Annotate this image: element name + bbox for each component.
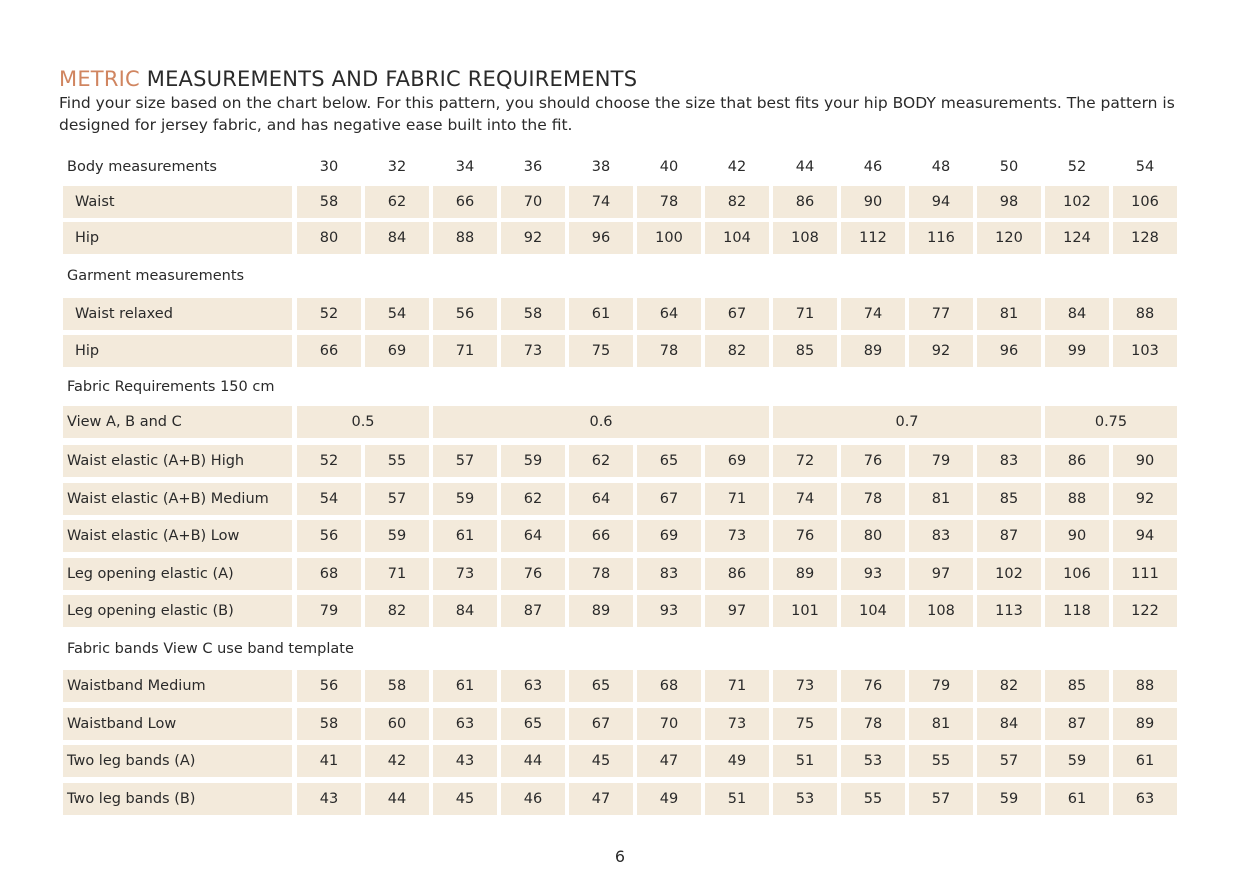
title-accent: METRIC bbox=[59, 67, 140, 91]
value-cell: 76 bbox=[841, 445, 905, 477]
value-cell: 69 bbox=[705, 445, 769, 477]
value-cell: 104 bbox=[841, 595, 905, 627]
value-cell: 82 bbox=[705, 335, 769, 367]
value-cell: 84 bbox=[365, 222, 429, 254]
value-cell: 65 bbox=[637, 445, 701, 477]
value-cell: 52 bbox=[297, 445, 361, 477]
row-label: Hip bbox=[63, 222, 292, 254]
value-cell: 62 bbox=[365, 186, 429, 218]
title-rest: MEASUREMENTS AND FABRIC REQUIREMENTS bbox=[139, 67, 638, 91]
size-header: 50 bbox=[999, 159, 1019, 175]
value-cell: 69 bbox=[365, 335, 429, 367]
value-cell: 97 bbox=[909, 558, 973, 590]
section-heading: Fabric Requirements 150 cm bbox=[67, 379, 275, 395]
value-cell: 120 bbox=[977, 222, 1041, 254]
value-cell: 81 bbox=[977, 298, 1041, 330]
value-cell: 51 bbox=[773, 745, 837, 777]
value-cell: 70 bbox=[501, 186, 565, 218]
value-cell: 58 bbox=[365, 670, 429, 702]
value-cell: 42 bbox=[365, 745, 429, 777]
value-cell: 80 bbox=[297, 222, 361, 254]
row-label: Hip bbox=[63, 335, 292, 367]
row-label: Waistband Low bbox=[63, 708, 292, 740]
table-row bbox=[0, 222, 1240, 254]
table-row bbox=[0, 783, 1240, 815]
value-cell: 64 bbox=[637, 298, 701, 330]
value-cell: 57 bbox=[909, 783, 973, 815]
value-cell: 57 bbox=[365, 483, 429, 515]
value-cell: 59 bbox=[433, 483, 497, 515]
value-cell: 94 bbox=[909, 186, 973, 218]
value-cell: 66 bbox=[569, 520, 633, 552]
row-label: Waist elastic (A+B) Medium bbox=[63, 483, 292, 515]
value-cell: 88 bbox=[433, 222, 497, 254]
value-cell: 52 bbox=[297, 298, 361, 330]
value-cell: 113 bbox=[977, 595, 1041, 627]
value-cell: 79 bbox=[297, 595, 361, 627]
value-cell: 63 bbox=[1113, 783, 1177, 815]
row-label: Two leg bands (B) bbox=[63, 783, 292, 815]
value-cell: 89 bbox=[841, 335, 905, 367]
value-cell: 44 bbox=[365, 783, 429, 815]
value-cell: 89 bbox=[773, 558, 837, 590]
value-cell: 92 bbox=[501, 222, 565, 254]
size-header: 34 bbox=[455, 159, 475, 175]
value-cell: 0.6 bbox=[433, 406, 769, 438]
value-cell: 96 bbox=[569, 222, 633, 254]
value-cell: 81 bbox=[909, 483, 973, 515]
table-row bbox=[0, 558, 1240, 590]
row-label: View A, B and C bbox=[63, 406, 292, 438]
value-cell: 43 bbox=[297, 783, 361, 815]
value-cell: 118 bbox=[1045, 595, 1109, 627]
value-cell: 0.7 bbox=[773, 406, 1041, 438]
value-cell: 78 bbox=[569, 558, 633, 590]
table-row bbox=[0, 186, 1240, 218]
value-cell: 74 bbox=[773, 483, 837, 515]
value-cell: 63 bbox=[433, 708, 497, 740]
value-cell: 108 bbox=[909, 595, 973, 627]
value-cell: 62 bbox=[501, 483, 565, 515]
section-heading: Fabric bands View C use band template bbox=[67, 641, 354, 657]
row-label: Waist elastic (A+B) High bbox=[63, 445, 292, 477]
size-header: 40 bbox=[659, 159, 679, 175]
value-cell: 61 bbox=[433, 520, 497, 552]
page-number: 6 bbox=[614, 847, 626, 866]
value-cell: 57 bbox=[977, 745, 1041, 777]
value-cell: 47 bbox=[637, 745, 701, 777]
value-cell: 73 bbox=[501, 335, 565, 367]
value-cell: 122 bbox=[1113, 595, 1177, 627]
table-row bbox=[0, 445, 1240, 477]
value-cell: 64 bbox=[501, 520, 565, 552]
value-cell: 78 bbox=[637, 335, 701, 367]
value-cell: 78 bbox=[841, 708, 905, 740]
value-cell: 108 bbox=[773, 222, 837, 254]
table-row bbox=[0, 670, 1240, 702]
table-row bbox=[0, 595, 1240, 627]
value-cell: 112 bbox=[841, 222, 905, 254]
value-cell: 61 bbox=[569, 298, 633, 330]
value-cell: 56 bbox=[297, 520, 361, 552]
value-cell: 99 bbox=[1045, 335, 1109, 367]
value-cell: 57 bbox=[433, 445, 497, 477]
value-cell: 0.75 bbox=[1045, 406, 1177, 438]
value-cell: 71 bbox=[705, 670, 769, 702]
value-cell: 73 bbox=[705, 520, 769, 552]
value-cell: 55 bbox=[841, 783, 905, 815]
value-cell: 93 bbox=[637, 595, 701, 627]
value-cell: 78 bbox=[841, 483, 905, 515]
value-cell: 82 bbox=[705, 186, 769, 218]
table-row bbox=[0, 708, 1240, 740]
value-cell: 83 bbox=[909, 520, 973, 552]
value-cell: 89 bbox=[1113, 708, 1177, 740]
value-cell: 106 bbox=[1045, 558, 1109, 590]
value-cell: 101 bbox=[773, 595, 837, 627]
value-cell: 90 bbox=[1045, 520, 1109, 552]
value-cell: 61 bbox=[1045, 783, 1109, 815]
row-label: Waistband Medium bbox=[63, 670, 292, 702]
value-cell: 79 bbox=[909, 670, 973, 702]
value-cell: 104 bbox=[705, 222, 769, 254]
value-cell: 44 bbox=[501, 745, 565, 777]
value-cell: 59 bbox=[501, 445, 565, 477]
size-header: 44 bbox=[795, 159, 815, 175]
value-cell: 96 bbox=[977, 335, 1041, 367]
row-label: Leg opening elastic (A) bbox=[63, 558, 292, 590]
value-cell: 100 bbox=[637, 222, 701, 254]
value-cell: 66 bbox=[433, 186, 497, 218]
value-cell: 90 bbox=[1113, 445, 1177, 477]
value-cell: 45 bbox=[433, 783, 497, 815]
value-cell: 54 bbox=[297, 483, 361, 515]
value-cell: 87 bbox=[501, 595, 565, 627]
row-label: Leg opening elastic (B) bbox=[63, 595, 292, 627]
value-cell: 79 bbox=[909, 445, 973, 477]
value-cell: 92 bbox=[909, 335, 973, 367]
value-cell: 65 bbox=[569, 670, 633, 702]
value-cell: 53 bbox=[841, 745, 905, 777]
value-cell: 45 bbox=[569, 745, 633, 777]
section-heading: Body measurements bbox=[67, 159, 217, 175]
value-cell: 73 bbox=[433, 558, 497, 590]
row-label: Waist relaxed bbox=[63, 298, 292, 330]
value-cell: 89 bbox=[569, 595, 633, 627]
value-cell: 53 bbox=[773, 783, 837, 815]
value-cell: 77 bbox=[909, 298, 973, 330]
value-cell: 56 bbox=[297, 670, 361, 702]
value-cell: 41 bbox=[297, 745, 361, 777]
section-heading: Garment measurements bbox=[67, 268, 245, 284]
size-header: 52 bbox=[1067, 159, 1087, 175]
value-cell: 90 bbox=[841, 186, 905, 218]
value-cell: 111 bbox=[1113, 558, 1177, 590]
value-cell: 68 bbox=[637, 670, 701, 702]
value-cell: 67 bbox=[705, 298, 769, 330]
value-cell: 59 bbox=[365, 520, 429, 552]
value-cell: 88 bbox=[1113, 670, 1177, 702]
value-cell: 87 bbox=[1045, 708, 1109, 740]
value-cell: 51 bbox=[705, 783, 769, 815]
value-cell: 59 bbox=[1045, 745, 1109, 777]
value-cell: 92 bbox=[1113, 483, 1177, 515]
value-cell: 59 bbox=[977, 783, 1041, 815]
value-cell: 106 bbox=[1113, 186, 1177, 218]
value-cell: 67 bbox=[637, 483, 701, 515]
intro-text: Find your size based on the chart below. For this pattern, you should choose the size that best fits your hip BODY measurements. The pattern is designed for jersey fabric, and has negative ease built into the fit. bbox=[59, 94, 1175, 134]
value-cell: 124 bbox=[1045, 222, 1109, 254]
value-cell: 58 bbox=[297, 708, 361, 740]
value-cell: 58 bbox=[297, 186, 361, 218]
value-cell: 71 bbox=[773, 298, 837, 330]
value-cell: 74 bbox=[841, 298, 905, 330]
value-cell: 116 bbox=[909, 222, 973, 254]
value-cell: 80 bbox=[841, 520, 905, 552]
value-cell: 76 bbox=[841, 670, 905, 702]
value-cell: 49 bbox=[705, 745, 769, 777]
value-cell: 74 bbox=[569, 186, 633, 218]
value-cell: 87 bbox=[977, 520, 1041, 552]
value-cell: 58 bbox=[501, 298, 565, 330]
value-cell: 88 bbox=[1113, 298, 1177, 330]
value-cell: 103 bbox=[1113, 335, 1177, 367]
value-cell: 55 bbox=[365, 445, 429, 477]
value-cell: 102 bbox=[977, 558, 1041, 590]
value-cell: 75 bbox=[569, 335, 633, 367]
row-label: Waist bbox=[63, 186, 292, 218]
value-cell: 46 bbox=[501, 783, 565, 815]
value-cell: 69 bbox=[637, 520, 701, 552]
value-cell: 75 bbox=[773, 708, 837, 740]
value-cell: 83 bbox=[637, 558, 701, 590]
value-cell: 85 bbox=[977, 483, 1041, 515]
table-row bbox=[0, 483, 1240, 515]
value-cell: 85 bbox=[773, 335, 837, 367]
value-cell: 71 bbox=[365, 558, 429, 590]
value-cell: 65 bbox=[501, 708, 565, 740]
value-cell: 128 bbox=[1113, 222, 1177, 254]
value-cell: 97 bbox=[705, 595, 769, 627]
value-cell: 82 bbox=[365, 595, 429, 627]
size-header: 30 bbox=[319, 159, 339, 175]
value-cell: 85 bbox=[1045, 670, 1109, 702]
size-header: 36 bbox=[523, 159, 543, 175]
value-cell: 56 bbox=[433, 298, 497, 330]
value-cell: 73 bbox=[773, 670, 837, 702]
value-cell: 83 bbox=[977, 445, 1041, 477]
value-cell: 68 bbox=[297, 558, 361, 590]
size-header: 48 bbox=[931, 159, 951, 175]
table-row bbox=[0, 298, 1240, 330]
value-cell: 86 bbox=[1045, 445, 1109, 477]
value-cell: 102 bbox=[1045, 186, 1109, 218]
value-cell: 84 bbox=[1045, 298, 1109, 330]
value-cell: 73 bbox=[705, 708, 769, 740]
table-row bbox=[0, 520, 1240, 552]
value-cell: 55 bbox=[909, 745, 973, 777]
value-cell: 72 bbox=[773, 445, 837, 477]
value-cell: 76 bbox=[501, 558, 565, 590]
value-cell: 86 bbox=[705, 558, 769, 590]
value-cell: 49 bbox=[637, 783, 701, 815]
value-cell: 61 bbox=[1113, 745, 1177, 777]
value-cell: 62 bbox=[569, 445, 633, 477]
value-cell: 71 bbox=[433, 335, 497, 367]
value-cell: 88 bbox=[1045, 483, 1109, 515]
value-cell: 66 bbox=[297, 335, 361, 367]
row-label: Two leg bands (A) bbox=[63, 745, 292, 777]
value-cell: 64 bbox=[569, 483, 633, 515]
table-row bbox=[0, 745, 1240, 777]
table-row bbox=[0, 335, 1240, 367]
value-cell: 94 bbox=[1113, 520, 1177, 552]
value-cell: 70 bbox=[637, 708, 701, 740]
value-cell: 71 bbox=[705, 483, 769, 515]
value-cell: 61 bbox=[433, 670, 497, 702]
value-cell: 84 bbox=[433, 595, 497, 627]
value-cell: 93 bbox=[841, 558, 905, 590]
value-cell: 54 bbox=[365, 298, 429, 330]
value-cell: 60 bbox=[365, 708, 429, 740]
value-cell: 0.5 bbox=[297, 406, 429, 438]
size-header: 42 bbox=[727, 159, 747, 175]
value-cell: 47 bbox=[569, 783, 633, 815]
value-cell: 81 bbox=[909, 708, 973, 740]
value-cell: 86 bbox=[773, 186, 837, 218]
value-cell: 78 bbox=[637, 186, 701, 218]
size-header: 46 bbox=[863, 159, 883, 175]
value-cell: 82 bbox=[977, 670, 1041, 702]
size-header: 32 bbox=[387, 159, 407, 175]
value-cell: 67 bbox=[569, 708, 633, 740]
table-row bbox=[0, 406, 1240, 438]
size-header: 38 bbox=[591, 159, 611, 175]
row-label: Waist elastic (A+B) Low bbox=[63, 520, 292, 552]
size-header: 54 bbox=[1135, 159, 1155, 175]
value-cell: 43 bbox=[433, 745, 497, 777]
value-cell: 84 bbox=[977, 708, 1041, 740]
value-cell: 98 bbox=[977, 186, 1041, 218]
value-cell: 76 bbox=[773, 520, 837, 552]
value-cell: 63 bbox=[501, 670, 565, 702]
